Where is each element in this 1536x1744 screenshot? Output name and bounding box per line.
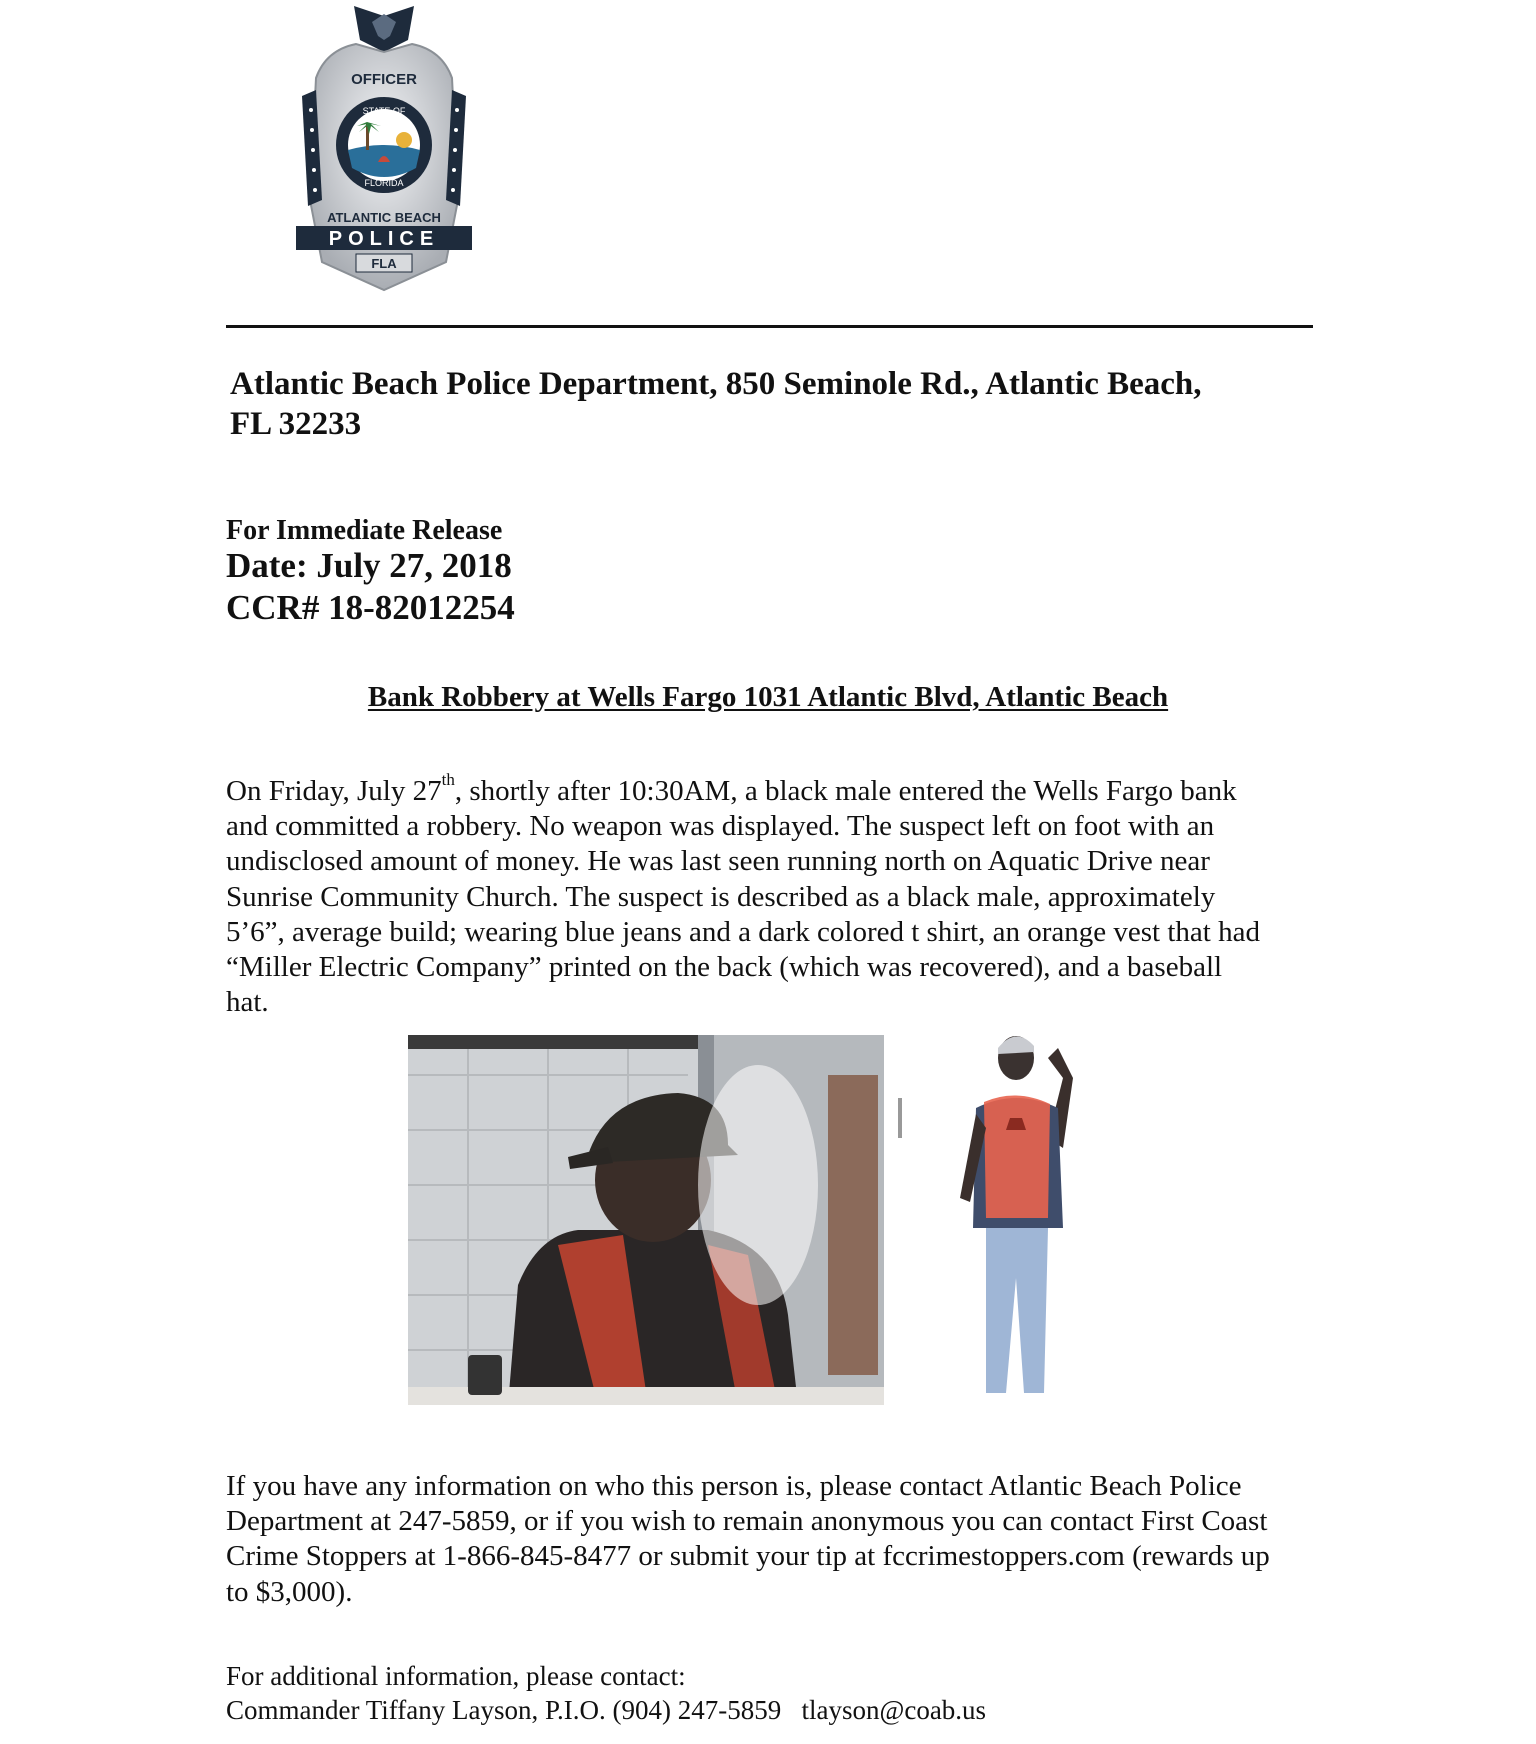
contact-label: For additional information, please contact: bbox=[226, 1661, 686, 1691]
incident-line: “Miller Electric Company” printed on the back (which was recovered), and a baseball bbox=[226, 951, 1223, 984]
department-address bbox=[230, 364, 1330, 444]
tip-line: If you have any information on who this person is, please contact Atlantic Beach Police bbox=[226, 1470, 1242, 1502]
badge-officer-text: OFFICER bbox=[351, 71, 417, 88]
tip-line: Crime Stoppers at 1-866-845-8477 or submit your tip at fccrimestoppers.com (rewards up bbox=[226, 1540, 1270, 1573]
headline-text: Bank Robbery at Wells Fargo 1031 Atlantic Blvd, Atlantic Beach bbox=[367, 681, 1169, 713]
surveillance-photo-fullbody bbox=[898, 1018, 1134, 1398]
tip-information bbox=[226, 1469, 1336, 1610]
badge-police: POLICE bbox=[328, 228, 440, 250]
badge-fla: FLA bbox=[371, 256, 397, 271]
case-number: CCR# 18-82012254 bbox=[226, 588, 515, 627]
incident-line: hat. bbox=[226, 986, 269, 1019]
incident-line: 5’6”, average build; wearing blue jeans and a dark colored t shirt, an orange vest that had bbox=[226, 915, 1260, 948]
department-address-line2: FL 32233 bbox=[230, 406, 362, 442]
department-address-line1: Atlantic Beach Police Department, 850 Seminole Rd., Atlantic Beach, bbox=[230, 366, 1202, 402]
incident-line: On Friday, July 27th, shortly after 10:30AM, a black male entered the Wells Fargo bank bbox=[226, 770, 1237, 807]
police-badge-logo bbox=[286, 0, 482, 294]
incident-description bbox=[226, 770, 1336, 1020]
release-date: Date: July 27, 2018 bbox=[226, 546, 512, 585]
tip-line: to $3,000). bbox=[226, 1575, 353, 1608]
incident-line: undisclosed amount of money. He was last seen running north on Aquatic Drive near bbox=[226, 845, 1210, 878]
badge-city: ATLANTIC BEACH bbox=[327, 210, 441, 225]
header-divider bbox=[226, 325, 1313, 328]
tip-line: Department at 247-5859, or if you wish to remain anonymous you can contact First Coast bbox=[226, 1505, 1268, 1538]
badge-florida: FLORIDA bbox=[364, 178, 404, 188]
incident-line: Sunrise Community Church. The suspect is described as a black male, approximately bbox=[226, 880, 1216, 913]
headline bbox=[0, 680, 1536, 714]
badge-state-of: STATE OF bbox=[362, 106, 406, 116]
incident-line: and committed a robbery. No weapon was displayed. The suspect left on foot with an bbox=[226, 810, 1215, 843]
contact-details: Commander Tiffany Layson, P.I.O. (904) 247-5859 tlayson@coab.us bbox=[226, 1695, 987, 1725]
surveillance-photo-closeup bbox=[408, 1035, 884, 1405]
release-label: For Immediate Release bbox=[226, 515, 503, 546]
